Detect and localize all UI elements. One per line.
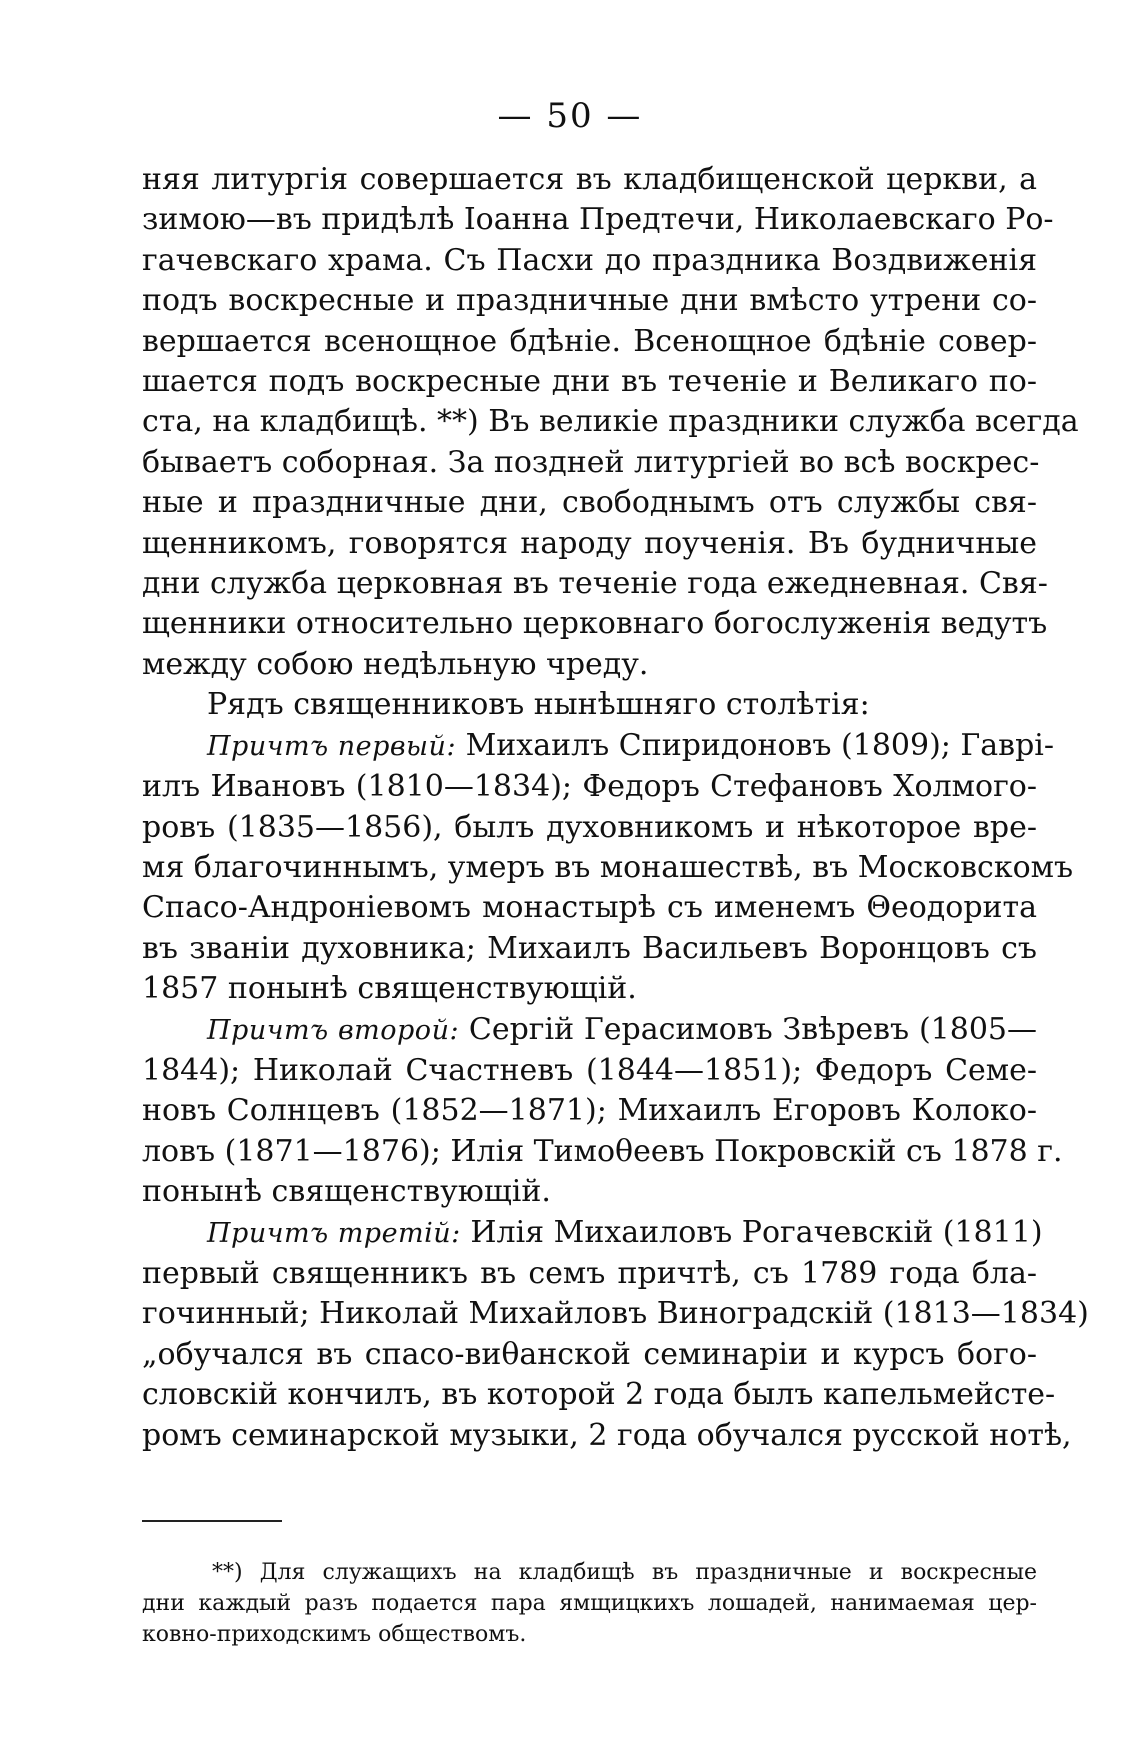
footnote (142, 1557, 1037, 1650)
text-line: между собою недѣльную чреду. (142, 646, 649, 682)
text-line: понынѣ священствующій. (142, 1174, 551, 1210)
text-line: новъ Солнцевъ (1852—1871); Михаилъ Егоровъ Колоко- (142, 1093, 1037, 1129)
clergy-label: Причтъ третій: (207, 1217, 461, 1249)
clergy-first-line (142, 726, 1055, 767)
text-fragment: Михаилъ Спиридоновъ (1809); Гаврі- (465, 727, 1055, 763)
text-line: 1857 понынѣ священствующій. (142, 971, 637, 1007)
text-line: ловъ (1871—1876); Илія Тимоθеевъ Покровскій съ 1878 г. (142, 1133, 1063, 1169)
text-line: гачевскаго храма. Съ Пасхи до праздника Воздвиженія (142, 242, 1037, 278)
text-line: первый священникъ въ семъ причтѣ, съ 1789 года бла- (142, 1255, 1037, 1291)
text-line: бываетъ соборная. За поздней литургіей во всѣ воскрес- (142, 444, 1040, 480)
footnote-divider (142, 1520, 282, 1522)
page-number: — 50 — (497, 96, 643, 136)
text-line: въ званіи духовника; Михаилъ Васильевъ Воронцовъ съ (142, 930, 1037, 966)
text-fragment: Илія Михаиловъ Рогачевскій (1811) (470, 1214, 1043, 1250)
text-line: 1844); Николай Счастневъ (1844—1851); Федоръ Семе- (142, 1052, 1037, 1088)
text-line: „обучался въ спасо-виθанской семинаріи и курсъ бого- (142, 1336, 1037, 1372)
text-line: вершается всенощное бдѣніе. Всенощное бдѣніе совер- (142, 323, 1037, 359)
text-line: гочинный; Николай Михайловъ Виноградскій (1813—1834) (142, 1296, 1089, 1332)
footnote-line: **) Для служащихъ на кладбищѣ въ праздничные и воскресные (212, 1560, 1037, 1585)
text-line: зимою—въ придѣлѣ Іоанна Предтечи, Николаевскаго Ро- (142, 202, 1054, 238)
text-line: шается подъ воскресные дни въ теченіе и Великаго по- (142, 364, 1037, 400)
text-line: ста, на кладбищѣ. **) Въ великіе праздники служба всегда (142, 404, 1079, 440)
text-line: няя литургія совершается въ кладбищенской церкви, а (142, 162, 1037, 197)
text-line: подъ воскресные и праздничные дни вмѣсто утрени со- (142, 283, 1037, 319)
main-text (142, 160, 1089, 1456)
clergy-label: Причтъ первый: (207, 730, 457, 762)
text-line: щенникомъ, говорятся народу поученія. Въ будничные (142, 525, 1037, 561)
text-line: щенники относительно церковнаго богослуженія ведутъ (142, 606, 1048, 642)
text-line: дни служба церковная въ теченіе года ежедневная. Свя- (142, 566, 1048, 602)
text-line: илъ Ивановъ (1810—1834); Федоръ Стефановъ Холмого- (142, 769, 1037, 805)
text-line: ромъ семинарской музыки, 2 года обучался русской нотѣ, (142, 1417, 1072, 1453)
section-heading: Рядъ священниковъ нынѣшняго столѣтія: (207, 687, 870, 723)
text-line: Спасо-Андроніевомъ монастырѣ съ именемъ Θеодорита (142, 890, 1037, 926)
footnote-line: дни каждый разъ подается пара ямщицкихъ лошадей, нанимаемая цер- (142, 1591, 1037, 1616)
text-line: ровъ (1835—1856), былъ духовникомъ и нѣкоторое вре- (142, 809, 1037, 845)
text-line: ные и праздничные дни, свободнымъ отъ службы свя- (142, 485, 1037, 521)
text-line: словскій кончилъ, въ которой 2 года былъ капельмейсте- (142, 1377, 1056, 1413)
clergy-first-line (142, 1213, 1043, 1254)
text-fragment: Сергій Герасимовъ Звѣревъ (1805— (468, 1011, 1037, 1047)
text-line: мя благочиннымъ, умеръ въ монашествѣ, въ Московскомъ (142, 849, 1074, 885)
footnote-line: ковно-приходскимъ обществомъ. (142, 1622, 527, 1647)
clergy-first-line (142, 1010, 1037, 1051)
clergy-label: Причтъ второй: (207, 1014, 460, 1046)
